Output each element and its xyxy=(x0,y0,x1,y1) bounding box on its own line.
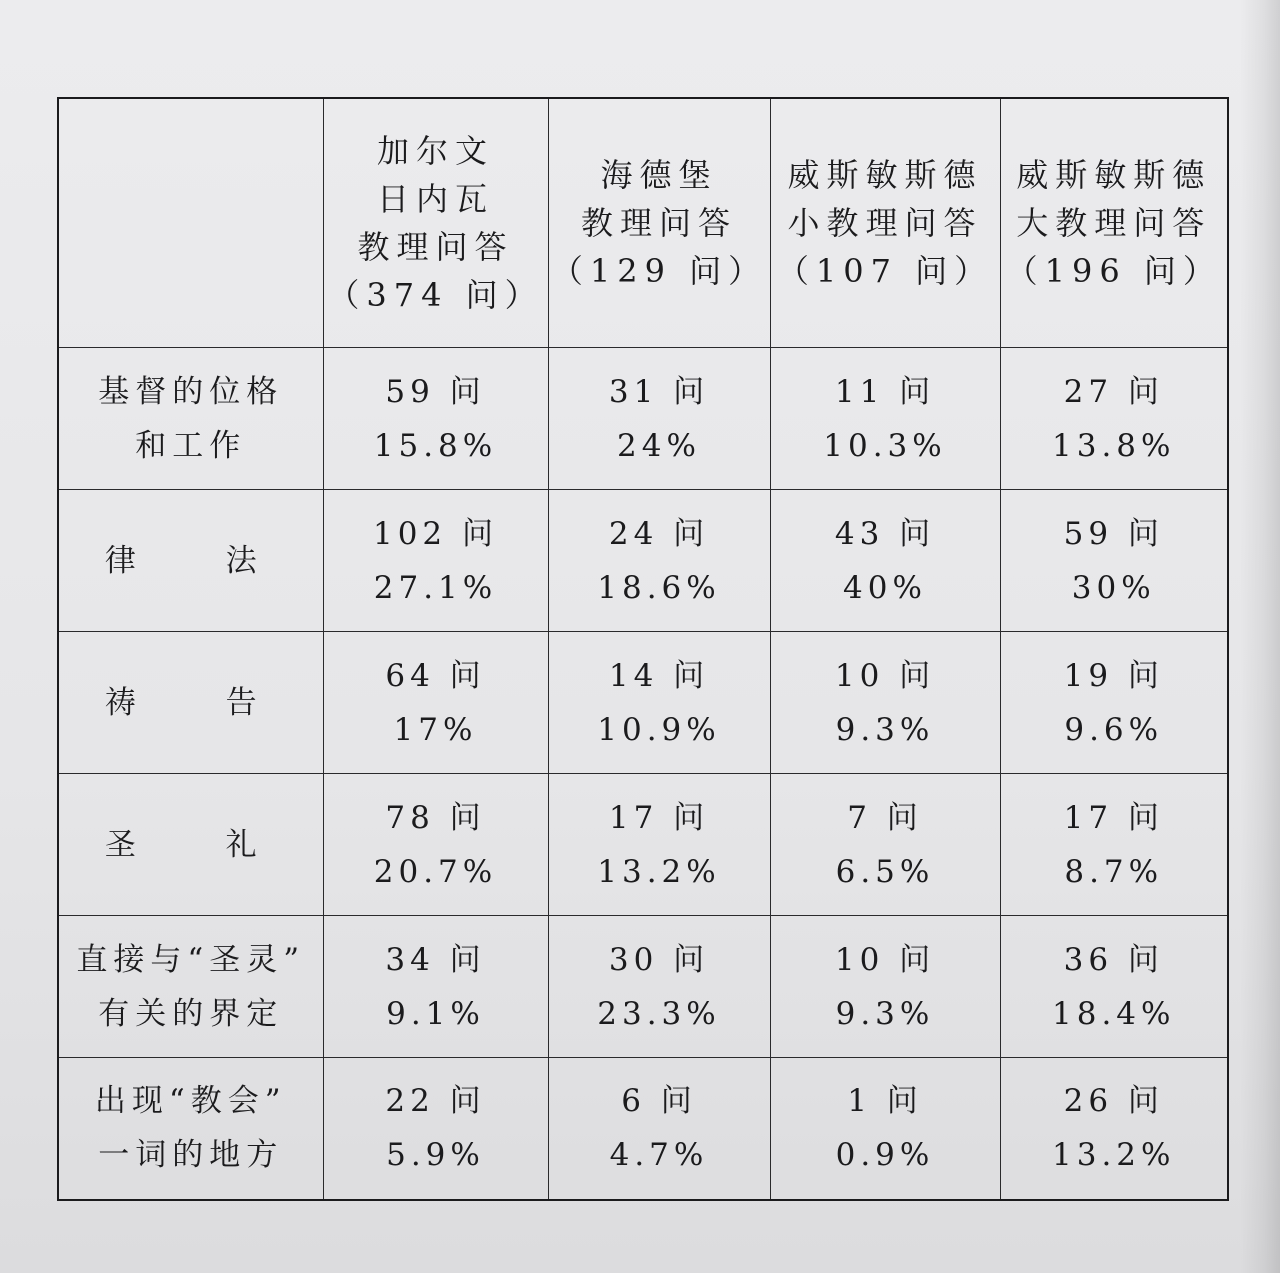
percentage: 15.8% xyxy=(373,427,498,464)
question-count: 7 问 xyxy=(847,799,923,836)
question-count: 27 问 xyxy=(1063,373,1164,410)
table-cell xyxy=(323,916,548,1058)
row-label-church xyxy=(58,1058,323,1200)
column-header-line: 大教理问答 xyxy=(1016,204,1212,242)
question-count: 6 问 xyxy=(621,1083,697,1120)
column-header-geneva xyxy=(323,98,548,348)
column-header-line: 教理问答 xyxy=(357,228,514,266)
row-label-person-work-of-christ xyxy=(58,348,323,490)
percentage: 18.4% xyxy=(1052,995,1176,1032)
row-label-prayer xyxy=(58,632,323,774)
percentage: 13.8% xyxy=(1052,427,1176,464)
table-cell xyxy=(770,490,1000,632)
percentage: 40% xyxy=(843,569,927,606)
table-cell xyxy=(1000,490,1228,632)
question-count: 19 问 xyxy=(1063,657,1164,694)
table-row xyxy=(58,916,1228,1058)
question-count: 24 问 xyxy=(608,515,710,552)
percentage: 17% xyxy=(393,711,478,748)
table-cell xyxy=(1000,916,1228,1058)
column-header-line: 加尔文 xyxy=(376,132,494,170)
percentage: 30% xyxy=(1071,569,1156,606)
column-header-heidelberg xyxy=(548,98,770,348)
column-header-westminster-shorter xyxy=(770,98,1000,348)
table-cell xyxy=(548,916,770,1058)
table-cell xyxy=(323,632,548,774)
table-cell xyxy=(323,774,548,916)
percentage: 18.6% xyxy=(597,569,721,606)
percentage: 4.7% xyxy=(609,1137,709,1174)
column-header-line: 日内瓦 xyxy=(376,180,494,218)
column-header-line: 威斯敏斯德 xyxy=(1016,156,1212,194)
table-cell xyxy=(770,1058,1000,1200)
percentage: 10.3% xyxy=(823,427,947,464)
row-label-line: 和工作 xyxy=(135,427,247,464)
table-cell xyxy=(548,632,770,774)
percentage: 20.7% xyxy=(373,853,498,890)
corner-cell xyxy=(58,98,323,348)
percentage: 0.9% xyxy=(835,1137,935,1174)
percentage: 13.2% xyxy=(597,853,721,890)
percentage: 10.9% xyxy=(597,711,721,748)
question-count: 14 问 xyxy=(608,657,710,694)
row-label-line: 有关的界定 xyxy=(98,995,284,1032)
table-cell xyxy=(1000,1058,1228,1200)
row-label-law xyxy=(58,490,323,632)
percentage: 9.3% xyxy=(835,995,935,1032)
table-row xyxy=(58,632,1228,774)
question-count: 59 问 xyxy=(1063,515,1164,552)
row-label-line: 祷 告 xyxy=(104,684,297,721)
table-row xyxy=(58,348,1228,490)
percentage: 24% xyxy=(617,427,701,464)
table-cell xyxy=(770,774,1000,916)
row-label-holy-spirit xyxy=(58,916,323,1058)
question-count: 34 问 xyxy=(385,941,486,978)
row-label-line: 直接与“圣灵” xyxy=(76,941,306,978)
question-count: 31 问 xyxy=(608,373,710,410)
question-count: 26 问 xyxy=(1063,1083,1164,1120)
question-count: 17 问 xyxy=(1063,799,1164,836)
question-count: 1 问 xyxy=(847,1083,923,1120)
column-header-line: （129 问） xyxy=(550,252,768,290)
table-cell xyxy=(548,1058,770,1200)
percentage: 8.7% xyxy=(1064,853,1164,890)
column-header-line: 威斯敏斯德 xyxy=(787,156,983,194)
question-count: 36 问 xyxy=(1063,941,1164,978)
table-cell xyxy=(548,490,770,632)
percentage: 13.2% xyxy=(1052,1137,1176,1174)
question-count: 11 问 xyxy=(834,373,936,410)
question-count: 30 问 xyxy=(608,941,710,978)
row-label-line: 圣 礼 xyxy=(104,826,297,863)
table-cell xyxy=(770,348,1000,490)
percentage: 9.1% xyxy=(386,995,485,1032)
question-count: 10 问 xyxy=(834,657,936,694)
percentage: 27.1% xyxy=(373,569,498,606)
column-header-line: 小教理问答 xyxy=(787,204,983,242)
row-label-line: 出现“教会” xyxy=(94,1083,287,1120)
column-header-line: 教理问答 xyxy=(580,204,737,242)
column-header-westminster-larger xyxy=(1000,98,1228,348)
question-count: 78 问 xyxy=(385,799,486,836)
row-label-line: 律 法 xyxy=(104,542,297,579)
percentage: 9.3% xyxy=(835,711,935,748)
table-cell xyxy=(323,490,548,632)
table-row xyxy=(58,774,1228,916)
row-label-sacraments xyxy=(58,774,323,916)
question-count: 10 问 xyxy=(834,941,936,978)
table-cell xyxy=(323,348,548,490)
table-cell xyxy=(1000,774,1228,916)
question-count: 17 问 xyxy=(608,799,710,836)
catechism-comparison-table xyxy=(57,97,1229,1201)
percentage: 23.3% xyxy=(597,995,721,1032)
question-count: 102 问 xyxy=(372,515,499,552)
column-header-line: 海德堡 xyxy=(600,156,718,194)
percentage: 9.6% xyxy=(1064,711,1164,748)
row-label-line: 基督的位格 xyxy=(98,373,284,410)
table-row xyxy=(58,490,1228,632)
question-count: 22 问 xyxy=(385,1083,486,1120)
column-header-line: （374 问） xyxy=(327,276,544,314)
percentage: 6.5% xyxy=(835,853,935,890)
question-count: 43 问 xyxy=(834,515,936,552)
question-count: 64 问 xyxy=(385,657,486,694)
column-header-line: （196 问） xyxy=(1005,252,1222,290)
row-label-line: 一词的地方 xyxy=(98,1137,284,1174)
table-cell xyxy=(770,916,1000,1058)
table-cell xyxy=(323,1058,548,1200)
table-cell xyxy=(548,348,770,490)
table-row xyxy=(58,1058,1228,1200)
percentage: 5.9% xyxy=(386,1137,485,1174)
page-shadow xyxy=(1240,0,1280,1273)
header-row xyxy=(58,98,1228,348)
question-count: 59 问 xyxy=(385,373,486,410)
column-header-line: （107 问） xyxy=(776,252,994,290)
table-cell xyxy=(548,774,770,916)
table-cell xyxy=(1000,348,1228,490)
table-cell xyxy=(770,632,1000,774)
table-cell xyxy=(1000,632,1228,774)
